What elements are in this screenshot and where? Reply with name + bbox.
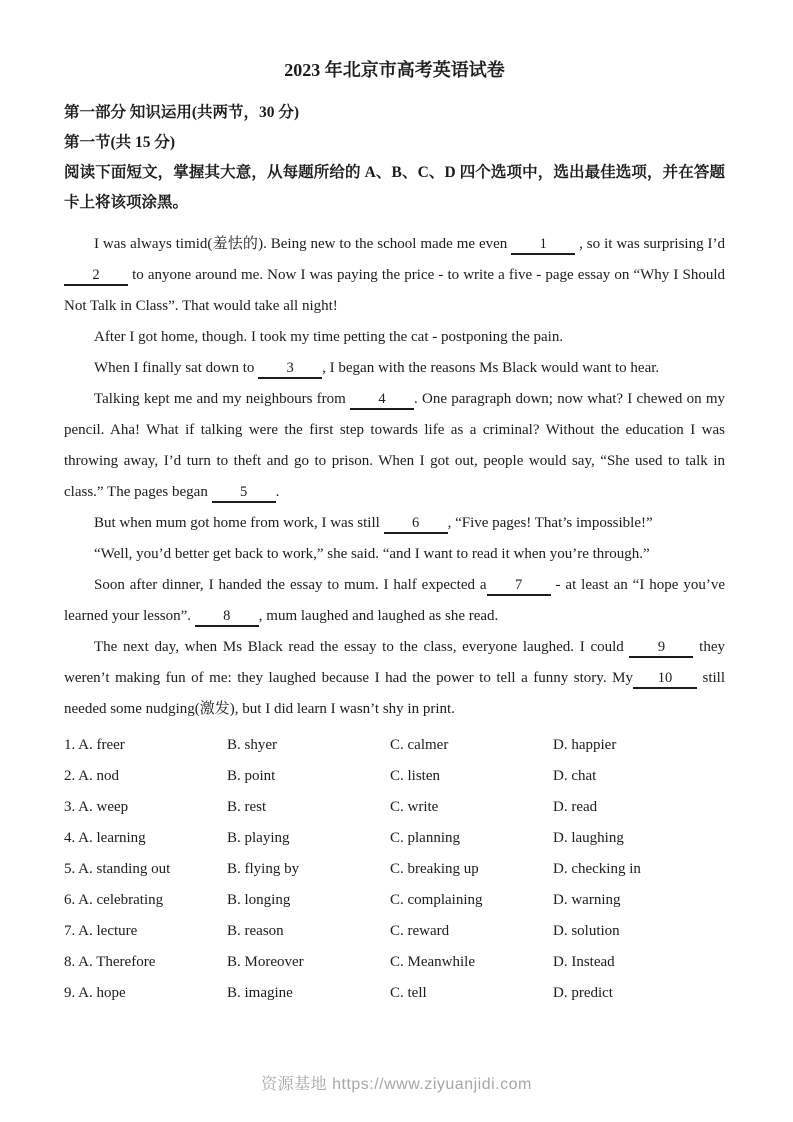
- passage-paragraph: Talking kept me and my neighbours from 4 . One paragraph down; now what? I chewed on my pencil. Aha! What if talking were the first step towards life as a criminal? Without the education I was throwing away, I’d turn to theft and go to prison. When I got out, people would say, “She used to talk in class.” The pages began 5 .: [64, 384, 725, 508]
- cloze-blank-10: 10: [633, 670, 697, 689]
- option-5-C: C. breaking up: [390, 861, 479, 877]
- option-9-D: D. predict: [553, 985, 613, 1001]
- option-4-D: D. laughing: [553, 830, 624, 846]
- option-row-4: [64, 823, 725, 854]
- option-6-D: D. warning: [553, 892, 621, 908]
- option-row-8: [64, 947, 725, 978]
- option-2-D: D. chat: [553, 768, 597, 784]
- option-1-A: 1. A. freer: [64, 737, 125, 753]
- option-7-D: D. solution: [553, 923, 620, 939]
- passage-paragraph: Soon after dinner, I handed the essay to mum. I half expected a 7 - at least an “I hope you’ve learned your lesson”. 8 , mum laughed and laughed as she read.: [64, 570, 725, 632]
- option-3-B: B. rest: [227, 799, 267, 815]
- cloze-passage: [64, 229, 725, 725]
- footer-watermark: [0, 1071, 793, 1094]
- section-headings: [64, 98, 725, 218]
- option-8-A: 8. A. Therefore: [64, 954, 156, 970]
- passage-paragraph: “Well, you’d better get back to work,” she said. “and I want to read it when you’re through.”: [94, 546, 650, 562]
- option-row-2: [64, 761, 725, 792]
- option-2-C: C. listen: [390, 768, 441, 784]
- cloze-options-list: [64, 730, 725, 1009]
- option-6-B: B. longing: [227, 892, 291, 908]
- passage-paragraph: But when mum got home from work, I was still 6 , “Five pages! That’s impossible!”: [64, 508, 725, 539]
- option-7-B: B. reason: [227, 923, 284, 939]
- option-row-5: [64, 854, 725, 885]
- option-9-A: 9. A. hope: [64, 985, 126, 1001]
- passage-paragraph: I was always timid(羞怯的). Being new to the school made me even 1 , so it was surprising I’d 2 to anyone around me. Now I was paying the price - to write a five - page essay on “Why I Should Not Talk in Class”. That would take all night!: [64, 236, 725, 314]
- option-7-C: C. reward: [390, 923, 450, 939]
- option-5-A: 5. A. standing out: [64, 861, 171, 877]
- cloze-blank-5: 5: [212, 484, 276, 503]
- heading-section-one: 第一节(共 15 分): [64, 134, 176, 151]
- cloze-blank-2: 2: [64, 267, 128, 286]
- cloze-blank-8: 8: [195, 608, 259, 627]
- cloze-blank-6: 6: [384, 515, 448, 534]
- option-row-7: [64, 916, 725, 947]
- option-8-B: B. Moreover: [227, 954, 304, 970]
- option-8-D: D. Instead: [553, 954, 615, 970]
- option-5-D: D. checking in: [553, 861, 641, 877]
- passage-paragraph: The next day, when Ms Black read the essay to the class, everyone laughed. I could 9 they weren’t making fun of me: they laughed because I had the power to tell a funny story. My 10 still needed some nudging(激发), but I did learn I wasn’t shy in print.: [64, 639, 726, 717]
- option-4-C: C. planning: [390, 830, 460, 846]
- option-row-6: [64, 885, 725, 916]
- option-1-D: D. happier: [553, 737, 617, 753]
- option-7-A: 7. A. lecture: [64, 923, 138, 939]
- cloze-blank-9: 9: [629, 639, 693, 658]
- option-row-3: [64, 792, 725, 823]
- option-2-A: 2. A. nod: [64, 768, 120, 784]
- option-3-C: C. write: [390, 799, 439, 815]
- option-3-A: 3. A. weep: [64, 799, 129, 815]
- cloze-blank-3: 3: [258, 360, 322, 379]
- option-4-B: B. playing: [227, 830, 290, 846]
- option-2-B: B. point: [227, 768, 276, 784]
- cloze-blank-1: 1: [511, 236, 575, 255]
- option-5-B: B. flying by: [227, 861, 300, 877]
- option-row-9: [64, 978, 725, 1009]
- footer-site-text: 资源基地 https://www.ziyuanjidi.com: [261, 1076, 532, 1093]
- passage-paragraph: When I finally sat down to 3 , I began with the reasons Ms Black would want to hear.: [64, 353, 725, 384]
- cloze-instruction-text: 阅读下面短文，掌握其大意，从每题所给的 A、B、C、D 四个选项中，选出最佳选项，并在答题卡上将该项涂黑。: [64, 164, 725, 211]
- option-9-B: B. imagine: [227, 985, 293, 1001]
- page-title: 2023 年北京市高考英语试卷: [284, 60, 505, 80]
- option-6-C: C. complaining: [390, 892, 483, 908]
- option-4-A: 4. A. learning: [64, 830, 146, 846]
- option-3-D: D. read: [553, 799, 598, 815]
- heading-part-one: 第一部分 知识运用(共两节，30 分): [64, 104, 300, 121]
- option-row-1: [64, 730, 725, 761]
- cloze-blank-7: 7: [487, 577, 551, 596]
- passage-paragraph: After I got home, though. I took my time petting the cat - postponing the pain.: [94, 329, 564, 345]
- option-6-A: 6. A. celebrating: [64, 892, 164, 908]
- option-1-B: B. shyer: [227, 737, 277, 753]
- option-9-C: C. tell: [390, 985, 427, 1001]
- cloze-blank-4: 4: [350, 391, 414, 410]
- option-8-C: C. Meanwhile: [390, 954, 475, 970]
- option-1-C: C. calmer: [390, 737, 449, 753]
